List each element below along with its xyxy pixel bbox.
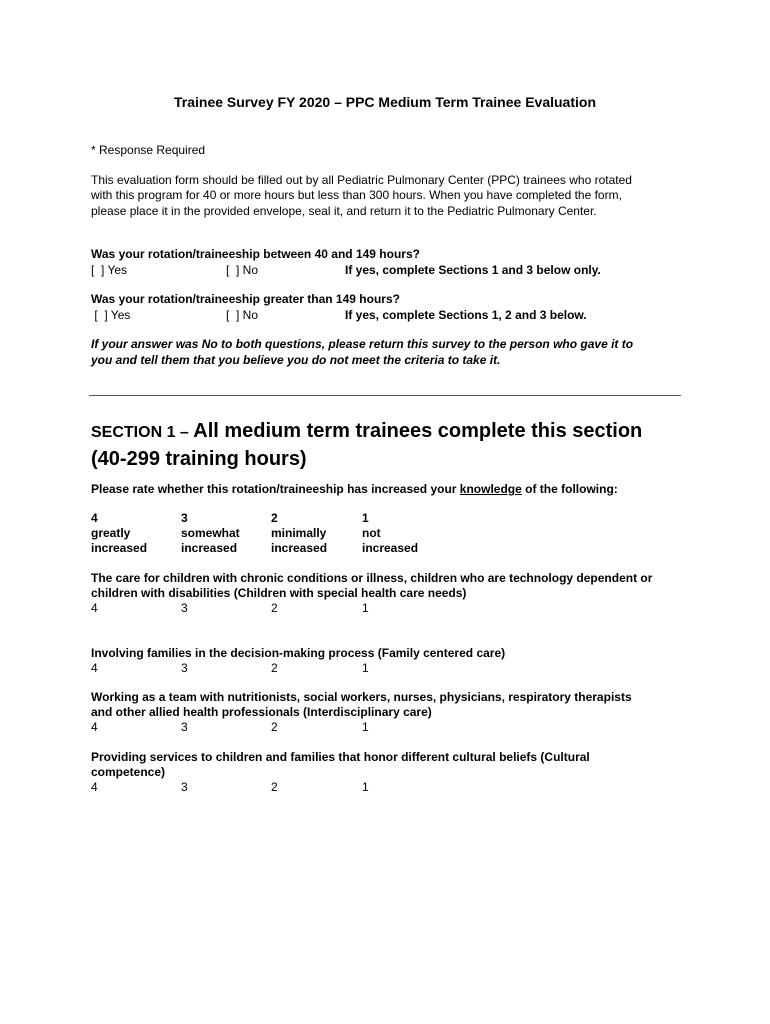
section-1-title: All medium term trainees complete this section [193, 420, 643, 442]
rating-option-1[interactable]: 1 [362, 601, 369, 615]
rating-instruction-prefix: Please rate whether this rotation/traineeship has increased your [91, 482, 460, 496]
scale-value: 1 [362, 511, 369, 525]
item-text-line: Working as a team with nutritionists, social workers, nurses, physicians, respiratory therapists [91, 690, 632, 704]
item-text-line: Involving families in the decision-making process (Family centered care) [91, 646, 506, 660]
section-1-heading [91, 418, 642, 472]
question-instruction: If yes, complete Sections 1 and 3 below only. [345, 263, 601, 277]
response-required-note: * Response Required [91, 143, 206, 157]
item-text-line: children with disabilities (Children with special health care needs) [91, 586, 467, 600]
scale-value: 3 [181, 511, 188, 525]
intro-line: This evaluation form should be filled out by all Pediatric Pulmonary Center (PPC) trainees who rotated [91, 173, 632, 187]
rating-option-2[interactable]: 2 [271, 601, 278, 615]
scale-label-line: somewhat [181, 526, 240, 540]
rating-option-4[interactable]: 4 [91, 780, 98, 794]
rating-option-3[interactable]: 3 [181, 601, 188, 615]
scale-label-line: not [362, 526, 381, 540]
rating-option-2[interactable]: 2 [271, 661, 278, 675]
scale-label-line: greatly [91, 526, 131, 540]
item-text-line: and other allied health professionals (Interdisciplinary care) [91, 705, 432, 719]
intro-line: with this program for 40 or more hours but less than 300 hours. When you have completed the form, [91, 188, 622, 202]
rating-option-2[interactable]: 2 [271, 780, 278, 794]
rating-option-4[interactable]: 4 [91, 661, 98, 675]
scale-column [271, 511, 327, 556]
yes-checkbox[interactable]: [ ] Yes [91, 308, 131, 322]
rating-option-3[interactable]: 3 [181, 661, 188, 675]
scale-label-line: increased [271, 541, 328, 555]
rating-option-4[interactable]: 4 [91, 720, 98, 734]
scale-column [362, 511, 418, 556]
scale-label-line: increased [181, 541, 238, 555]
rating-keyword: knowledge [459, 482, 522, 496]
note-line: If your answer was No to both questions, please return this survey to the person who gave it to [91, 337, 634, 351]
scale-column [91, 511, 147, 556]
scale-value: 4 [91, 511, 98, 525]
scale-label-line: increased [91, 541, 148, 555]
rating-option-3[interactable]: 3 [181, 720, 188, 734]
item-text-line: competence) [91, 765, 166, 779]
rating-instruction [91, 481, 618, 497]
rating-option-3[interactable]: 3 [181, 780, 188, 794]
scale-column [181, 511, 240, 556]
rating-instruction-suffix: of the following: [521, 482, 618, 496]
rating-option-2[interactable]: 2 [271, 720, 278, 734]
section-1-hours: (40-299 training hours) [91, 448, 307, 470]
scale-label-line: minimally [271, 526, 327, 540]
rating-option-1[interactable]: 1 [362, 780, 369, 794]
question-instruction: If yes, complete Sections 1, 2 and 3 below. [345, 308, 587, 322]
document-title: Trainee Survey FY 2020 – PPC Medium Term Trainee Evaluation [174, 94, 596, 110]
no-checkbox[interactable]: [ ] No [226, 308, 259, 322]
scale-value: 2 [271, 511, 278, 525]
question-text: Was your rotation/traineeship greater than 149 hours? [91, 292, 400, 306]
rating-option-1[interactable]: 1 [362, 720, 369, 734]
item-text-line: The care for children with chronic conditions or illness, children who are technology dependent or [91, 571, 653, 585]
rating-option-4[interactable]: 4 [91, 601, 98, 615]
intro-line: please place it in the provided envelope, seal it, and return it to the Pediatric Pulmonary Center. [91, 204, 597, 218]
yes-checkbox[interactable]: [ ] Yes [91, 263, 128, 277]
note-line: you and tell them that you believe you do not meet the criteria to take it. [91, 353, 501, 367]
section-divider [89, 395, 681, 396]
section-1-label: SECTION 1 – [91, 424, 194, 441]
scale-label-line: increased [362, 541, 419, 555]
question-text: Was your rotation/traineeship between 40 and 149 hours? [91, 247, 420, 261]
no-checkbox[interactable]: [ ] No [226, 263, 259, 277]
item-text-line: Providing services to children and families that honor different cultural beliefs (Cultural [91, 750, 590, 764]
rating-option-1[interactable]: 1 [362, 661, 369, 675]
